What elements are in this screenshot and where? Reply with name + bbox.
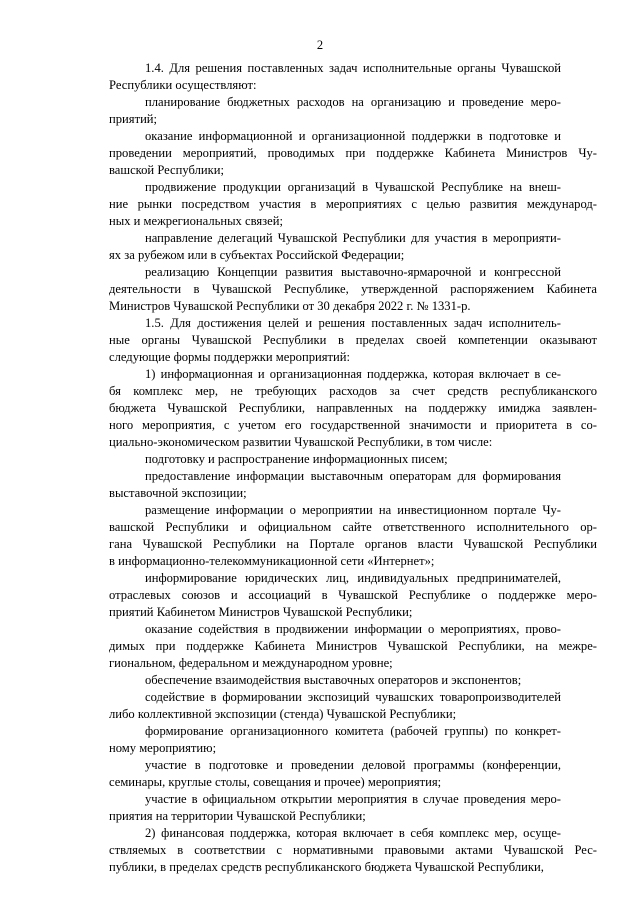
paragraph bbox=[109, 791, 597, 825]
paragraph bbox=[109, 621, 597, 672]
text-line: 2) финансовая поддержка, которая включает в себя комплекс мер, осуще- bbox=[145, 826, 561, 840]
paragraph bbox=[109, 366, 597, 451]
paragraph bbox=[109, 60, 597, 94]
text-line: ных и межрегиональных связей; bbox=[109, 214, 283, 228]
text-line: реализацию Концепции развития выставочно-ярмарочной и конгрессной bbox=[145, 265, 561, 279]
text-line: подготовку и распространение информационных писем; bbox=[145, 452, 448, 466]
text-line: оказание содействия в продвижении информации о мероприятиях, прово- bbox=[145, 622, 561, 636]
text-line: либо коллективной экспозиции (стенда) Чувашской Республики; bbox=[109, 707, 457, 721]
text-line: формирование организационного комитета (рабочей группы) по конкрет- bbox=[145, 724, 561, 738]
text-line: ного мероприятия, с учетом его государственной значимости и приоритета в со- bbox=[109, 418, 597, 432]
text-line: размещение информации о мероприятии на инвестиционном портале Чу- bbox=[145, 503, 561, 517]
text-line: вашской Республики и официальном сайте ответственного исполнительного ор- bbox=[109, 520, 597, 534]
paragraph bbox=[109, 451, 597, 468]
text-line: в информационно-телекоммуникационной сети «Интернет»; bbox=[109, 554, 435, 568]
text-line: семинары, круглые столы, совещания и прочее) мероприятия; bbox=[109, 775, 442, 789]
document-body bbox=[109, 60, 597, 876]
text-line: 1) информационная и организационная поддержка, которая включает в се- bbox=[145, 367, 561, 381]
text-line: содействие в формировании экспозиций чувашских товаропроизводителей bbox=[145, 690, 561, 704]
text-line: ние рынки посредством участия в мероприятиях с целью развития международ- bbox=[109, 197, 597, 211]
text-line: Министров Чувашской Республики от 30 декабря 2022 г. № 1331-р. bbox=[109, 299, 471, 313]
text-line: участие в подготовке и проведении деловой программы (конференции, bbox=[145, 758, 561, 772]
text-line: предоставление информации выставочным операторам для формирования bbox=[145, 469, 561, 483]
paragraph bbox=[109, 230, 597, 264]
text-line: оказание информационной и организационной поддержки в подготовке и bbox=[145, 129, 561, 143]
paragraph bbox=[109, 825, 597, 876]
paragraph bbox=[109, 723, 597, 757]
paragraph bbox=[109, 179, 597, 230]
paragraph bbox=[109, 468, 597, 502]
paragraph bbox=[109, 315, 597, 366]
text-line: приятия на территории Чувашской Республики; bbox=[109, 809, 366, 823]
text-line: ях за рубежом или в субъектах Российской Федерации; bbox=[109, 248, 405, 262]
text-line: планирование бюджетных расходов на организацию и проведение меро- bbox=[145, 95, 561, 109]
text-line: циально-экономическом развитии Чувашской Республики, в том числе: bbox=[109, 435, 493, 449]
text-line: направление делегаций Чувашской Республики для участия в мероприяти- bbox=[145, 231, 561, 245]
text-line: бюджета Чувашской Республики, направленных на поддержку имиджа заявлен- bbox=[109, 401, 597, 415]
text-line: ствляемых в соответствии с нормативными правовыми актами Чувашской Рес- bbox=[109, 843, 597, 857]
text-line: продвижение продукции организаций в Чувашской Республике на внеш- bbox=[145, 180, 561, 194]
text-line: ному мероприятию; bbox=[109, 741, 217, 755]
text-line: проведении мероприятий, проводимых при поддержке Кабинета Министров Чу- bbox=[109, 146, 597, 160]
text-line: бя комплекс мер, не требующих расходов за счет средств республиканского bbox=[109, 384, 597, 398]
text-line: деятельности в Чувашской Республике, утвержденной распоряжением Кабинета bbox=[109, 282, 597, 296]
text-line: димых при поддержке Кабинета Министров Чувашской Республики, на межре- bbox=[109, 639, 597, 653]
text-line: Республики осуществляют: bbox=[109, 78, 257, 92]
paragraph bbox=[109, 502, 597, 570]
text-line: 1.5. Для достижения целей и решения поставленных задач исполнитель- bbox=[145, 316, 561, 330]
paragraph bbox=[109, 128, 597, 179]
text-line: следующие формы поддержки мероприятий: bbox=[109, 350, 351, 364]
paragraph bbox=[109, 264, 597, 315]
text-line: отраслевых союзов и ассоциаций в Чувашской Республике о поддержке меро- bbox=[109, 588, 597, 602]
paragraph bbox=[109, 672, 597, 689]
page-number: 2 bbox=[316, 38, 324, 52]
text-line: приятий Кабинетом Министров Чувашской Республики; bbox=[109, 605, 413, 619]
text-line: приятий; bbox=[109, 112, 158, 126]
text-line: информирование юридических лиц, индивидуальных предпринимателей, bbox=[145, 571, 561, 585]
text-line: ные органы Чувашской Республики в пределах своей компетенции оказывают bbox=[109, 333, 597, 347]
paragraph bbox=[109, 757, 597, 791]
text-line: гана Чувашской Республики на Портале органов власти Чувашской Республики bbox=[109, 537, 597, 551]
paragraph bbox=[109, 689, 597, 723]
paragraph bbox=[109, 94, 597, 128]
text-line: гиональном, федеральном и международном уровне; bbox=[109, 656, 393, 670]
text-line: вашской Республики; bbox=[109, 163, 224, 177]
paragraph bbox=[109, 570, 597, 621]
text-line: обеспечение взаимодействия выставочных операторов и экспонентов; bbox=[145, 673, 522, 687]
text-line: публики, в пределах средств республиканского бюджета Чувашской Республики, bbox=[109, 860, 544, 874]
text-line: 1.4. Для решения поставленных задач исполнительные органы Чувашской bbox=[145, 61, 561, 75]
text-line: выставочной экспозиции; bbox=[109, 486, 247, 500]
text-line: участие в официальном открытии мероприятия в случае проведения меро- bbox=[145, 792, 561, 806]
